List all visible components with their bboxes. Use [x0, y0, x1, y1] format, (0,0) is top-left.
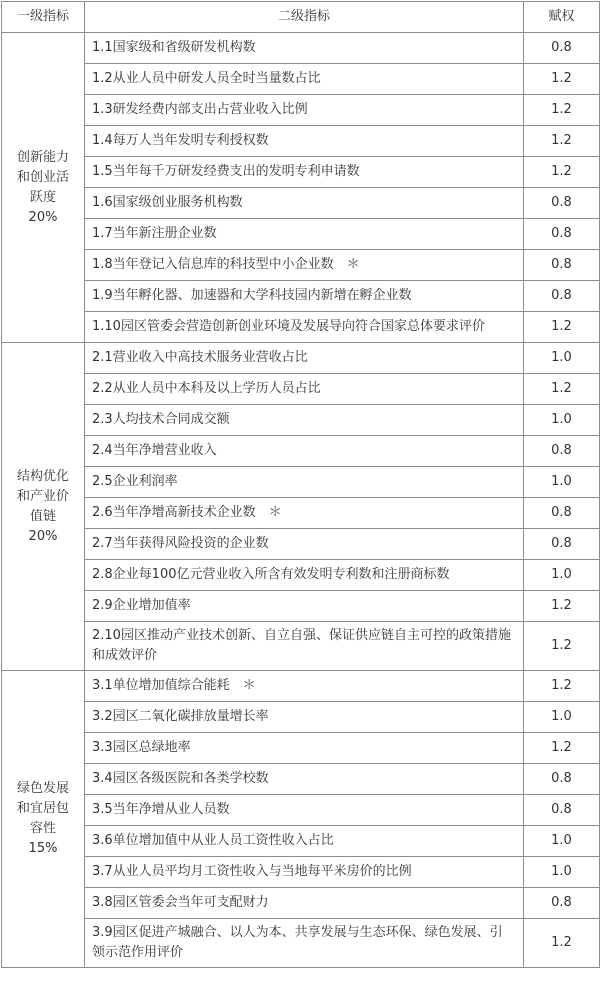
weight-cell: 0.8 [524, 764, 600, 795]
category-percent: 15% [28, 841, 58, 856]
level2-indicator-cell: 2.10园区推动产业技术创新、自立自强、保证供应链自主可控的政策措施和成效评价 [85, 622, 524, 671]
level2-indicator-cell: 3.1单位增加值综合能耗 ＊ [85, 671, 524, 702]
table-row [2, 95, 600, 126]
weight-cell: 0.8 [524, 888, 600, 919]
table-row [2, 343, 600, 374]
level2-indicator-cell: 2.8企业每100亿元营业收入所含有效发明专利数和注册商标数 [85, 560, 524, 591]
weight-cell: 0.8 [524, 529, 600, 560]
weight-cell: 0.8 [524, 250, 600, 281]
level2-indicator-cell: 2.7当年获得风险投资的企业数 [85, 529, 524, 560]
level2-indicator-cell: 2.9企业增加值率 [85, 591, 524, 622]
table-row [2, 188, 600, 219]
weight-cell: 1.0 [524, 702, 600, 733]
level2-indicator-cell: 1.10园区管委会营造创新创业环境及发展导向符合国家总体要求评价 [85, 312, 524, 343]
weight-cell: 1.2 [524, 671, 600, 702]
table-body [2, 33, 600, 968]
table-row [2, 64, 600, 95]
level2-indicator-cell: 2.4当年净增营业收入 [85, 436, 524, 467]
weight-cell: 1.2 [524, 733, 600, 764]
table-row [2, 826, 600, 857]
level2-indicator-cell: 3.9园区促进产城融合、以人为本、共享发展与生态环保、绿色发展、引领示范作用评价 [85, 919, 524, 968]
table-row [2, 33, 600, 64]
category-percent: 20% [28, 528, 58, 544]
level2-indicator-cell: 1.4每万人当年发明专利授权数 [85, 126, 524, 157]
weight-cell: 0.8 [524, 795, 600, 826]
table-row [2, 795, 600, 826]
category-name-line: 跃度 [29, 189, 56, 205]
weight-cell: 1.0 [524, 405, 600, 436]
category-name-line: 容性 [29, 821, 56, 836]
table-row [2, 591, 600, 622]
header-weight: 赋权 [524, 2, 600, 33]
table-row [2, 250, 600, 281]
weight-cell: 0.8 [524, 498, 600, 529]
weight-cell: 0.8 [524, 188, 600, 219]
category-name-line: 绿色发展 [16, 781, 69, 796]
level2-indicator-cell: 1.2从业人员中研发人员全时当量数占比 [85, 64, 524, 95]
weight-cell: 1.2 [524, 919, 600, 968]
category-name-line: 和创业活 [16, 169, 69, 185]
weight-cell: 1.0 [524, 467, 600, 498]
level2-indicator-cell: 1.5当年每千万研发经费支出的发明专利申请数 [85, 157, 524, 188]
weight-cell: 1.0 [524, 857, 600, 888]
category-name-line: 和宜居包 [16, 801, 69, 816]
level2-indicator-cell: 1.9当年孵化器、加速器和大学科技园内新增在孵企业数 [85, 281, 524, 312]
table-row [2, 560, 600, 591]
weight-cell: 1.0 [524, 560, 600, 591]
table-row [2, 281, 600, 312]
level1-category-cell [2, 33, 85, 343]
level2-indicator-cell: 3.2园区二氧化碳排放量增长率 [85, 702, 524, 733]
weight-cell: 0.8 [524, 33, 600, 64]
weight-cell: 1.2 [524, 126, 600, 157]
weight-cell: 0.8 [524, 281, 600, 312]
weight-cell: 1.2 [524, 591, 600, 622]
weight-cell: 1.2 [524, 95, 600, 126]
table-row [2, 733, 600, 764]
level2-indicator-cell: 2.3人均技术合同成交额 [85, 405, 524, 436]
category-name-line: 结构优化 [16, 468, 69, 484]
weight-cell: 1.0 [524, 826, 600, 857]
level1-category-cell [2, 671, 85, 968]
table-row [2, 529, 600, 560]
table-row [2, 498, 600, 529]
weight-cell: 0.8 [524, 219, 600, 250]
category-name-line: 创新能力 [16, 149, 69, 165]
table-row [2, 312, 600, 343]
level2-indicator-cell: 3.8园区管委会当年可支配财力 [85, 888, 524, 919]
header-row [2, 2, 600, 33]
level2-indicator-cell: 3.7从业人员平均月工资性收入与当地每平米房价的比例 [85, 857, 524, 888]
table-row [2, 702, 600, 733]
weight-cell: 1.2 [524, 157, 600, 188]
table-row [2, 622, 600, 671]
header-level1: 一级指标 [2, 2, 85, 33]
table-row [2, 919, 600, 968]
level2-indicator-cell: 1.1国家级和省级研发机构数 [85, 33, 524, 64]
level2-indicator-cell: 3.5当年净增从业人员数 [85, 795, 524, 826]
header-level2: 二级指标 [85, 2, 524, 33]
table-row [2, 436, 600, 467]
weight-cell: 1.0 [524, 343, 600, 374]
level2-indicator-cell: 3.3园区总绿地率 [85, 733, 524, 764]
indicator-table [1, 1, 600, 968]
category-name-line: 和产业价 [16, 488, 69, 504]
table-row [2, 671, 600, 702]
table-row [2, 467, 600, 498]
weight-cell: 1.2 [524, 374, 600, 405]
level2-indicator-cell: 2.6当年净增高新技术企业数 ＊ [85, 498, 524, 529]
table-row [2, 764, 600, 795]
level2-indicator-cell: 2.1营业收入中高技术服务业营收占比 [85, 343, 524, 374]
level2-indicator-cell: 2.5企业利润率 [85, 467, 524, 498]
table-row [2, 126, 600, 157]
level2-indicator-cell: 1.7当年新注册企业数 [85, 219, 524, 250]
table-row [2, 157, 600, 188]
weight-cell: 1.2 [524, 622, 600, 671]
table-row [2, 219, 600, 250]
level2-indicator-cell: 2.2从业人员中本科及以上学历人员占比 [85, 374, 524, 405]
table-row [2, 857, 600, 888]
category-percent: 20% [28, 209, 58, 225]
level2-indicator-cell: 3.4园区各级医院和各类学校数 [85, 764, 524, 795]
level2-indicator-cell: 1.8当年登记入信息库的科技型中小企业数 ＊ [85, 250, 524, 281]
weight-cell: 0.8 [524, 436, 600, 467]
weight-cell: 1.2 [524, 312, 600, 343]
level2-indicator-cell: 1.3研发经费内部支出占营业收入比例 [85, 95, 524, 126]
level1-category-cell [2, 343, 85, 671]
table-row [2, 405, 600, 436]
category-name-line: 值链 [29, 508, 56, 524]
table-row [2, 374, 600, 405]
level2-indicator-cell: 3.6单位增加值中从业人员工资性收入占比 [85, 826, 524, 857]
table-row [2, 888, 600, 919]
weight-cell: 1.2 [524, 64, 600, 95]
level2-indicator-cell: 1.6国家级创业服务机构数 [85, 188, 524, 219]
